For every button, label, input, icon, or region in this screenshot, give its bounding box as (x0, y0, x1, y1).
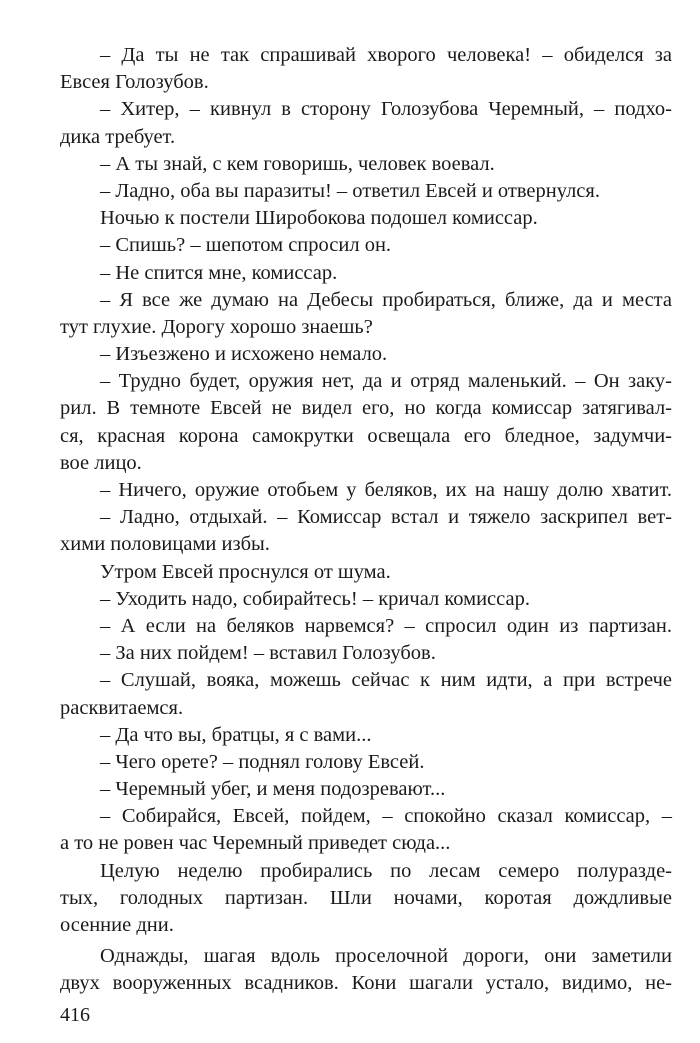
text-line: – Чего орете? – поднял голову Евсей. (100, 750, 425, 773)
text-line: рил. В темноте Евсей не видел его, но когда комиссар затягивал- (60, 397, 672, 420)
text-line: – Спишь? – шепотом спросил он. (100, 234, 392, 257)
text-line: Ночью к постели Широбокова подошел комиссар. (100, 207, 538, 230)
text-line: расквитаемся. (60, 696, 184, 719)
text-line: – Изъезжено и исхожено немало. (100, 343, 388, 366)
text-line: – Уходить надо, собирайтесь! – кричал комиссар. (100, 587, 530, 610)
text-line: дика требует. (60, 125, 176, 148)
text-line: – Слушай, вояка, можешь сейчас к ним идти, а при встрече (100, 669, 672, 692)
text-line: Евсея Голозубов. (60, 71, 209, 94)
text-line: Однажды, шагая вдоль проселочной дороги, они заметили (100, 945, 672, 968)
text-line: тут глухие. Дорогу хорошо знаешь? (60, 315, 373, 338)
text-line: – А ты знай, с кем говоришь, человек воевал. (100, 152, 495, 175)
text-line: – Трудно будет, оружия нет, да и отряд маленький. – Он заку- (100, 370, 672, 393)
text-line: – Да ты не так спрашивай хворого человека! – обиделся за (100, 44, 672, 66)
text-line: осенние дни. (60, 914, 174, 936)
text-line: двух вооруженных всадников. Кони шагали устало, видимо, не- (60, 972, 672, 995)
text-line: – Ладно, оба вы паразиты! – ответил Евсей и отвернулся. (100, 179, 600, 202)
text-line: хими половицами избы. (60, 533, 270, 556)
text-line: тых, голодных партизан. Шли ночами, коротая дождливые (60, 886, 672, 909)
text-line: – Хитер, – кивнул в сторону Голозубова Черемный, – подхо- (100, 98, 672, 121)
page-number: 416 (60, 1004, 90, 1026)
text-line: – А если на беляков нарвемся? – спросил один из партизан. (100, 614, 672, 637)
text-line: – Черемный убег, и меня подозревают... (100, 778, 446, 801)
text-line: – Собирайся, Евсей, пойдем, – спокойно сказал комиссар, – (100, 805, 672, 828)
text-line: – Да что вы, братцы, я с вами... (100, 723, 372, 746)
text-line: а то не ровен час Черемный приведет сюда... (60, 832, 451, 855)
text-line: – Не спится мне, комиссар. (100, 261, 338, 284)
page-text (60, 42, 672, 998)
text-line: ся, красная корона самокрутки освещала его бледное, задумчи- (60, 424, 672, 447)
text-line: Целую неделю пробирались по лесам семеро полураздe- (100, 859, 672, 882)
text-line: – Ничего, оружие отобьем у беляков, их на нашу долю хватит. (100, 479, 672, 501)
text-line: Утром Евсей проснулся от шума. (100, 560, 391, 583)
text-line: – Ладно, отдыхай. – Комиссар встал и тяжело заскрипел вет- (100, 506, 672, 529)
text-line: вое лицо. (60, 451, 142, 474)
text-line: – За них пойдем! – вставил Голозубов. (100, 642, 436, 665)
text-line: – Я все же думаю на Дебесы пробираться, ближе, да и места (100, 288, 672, 311)
